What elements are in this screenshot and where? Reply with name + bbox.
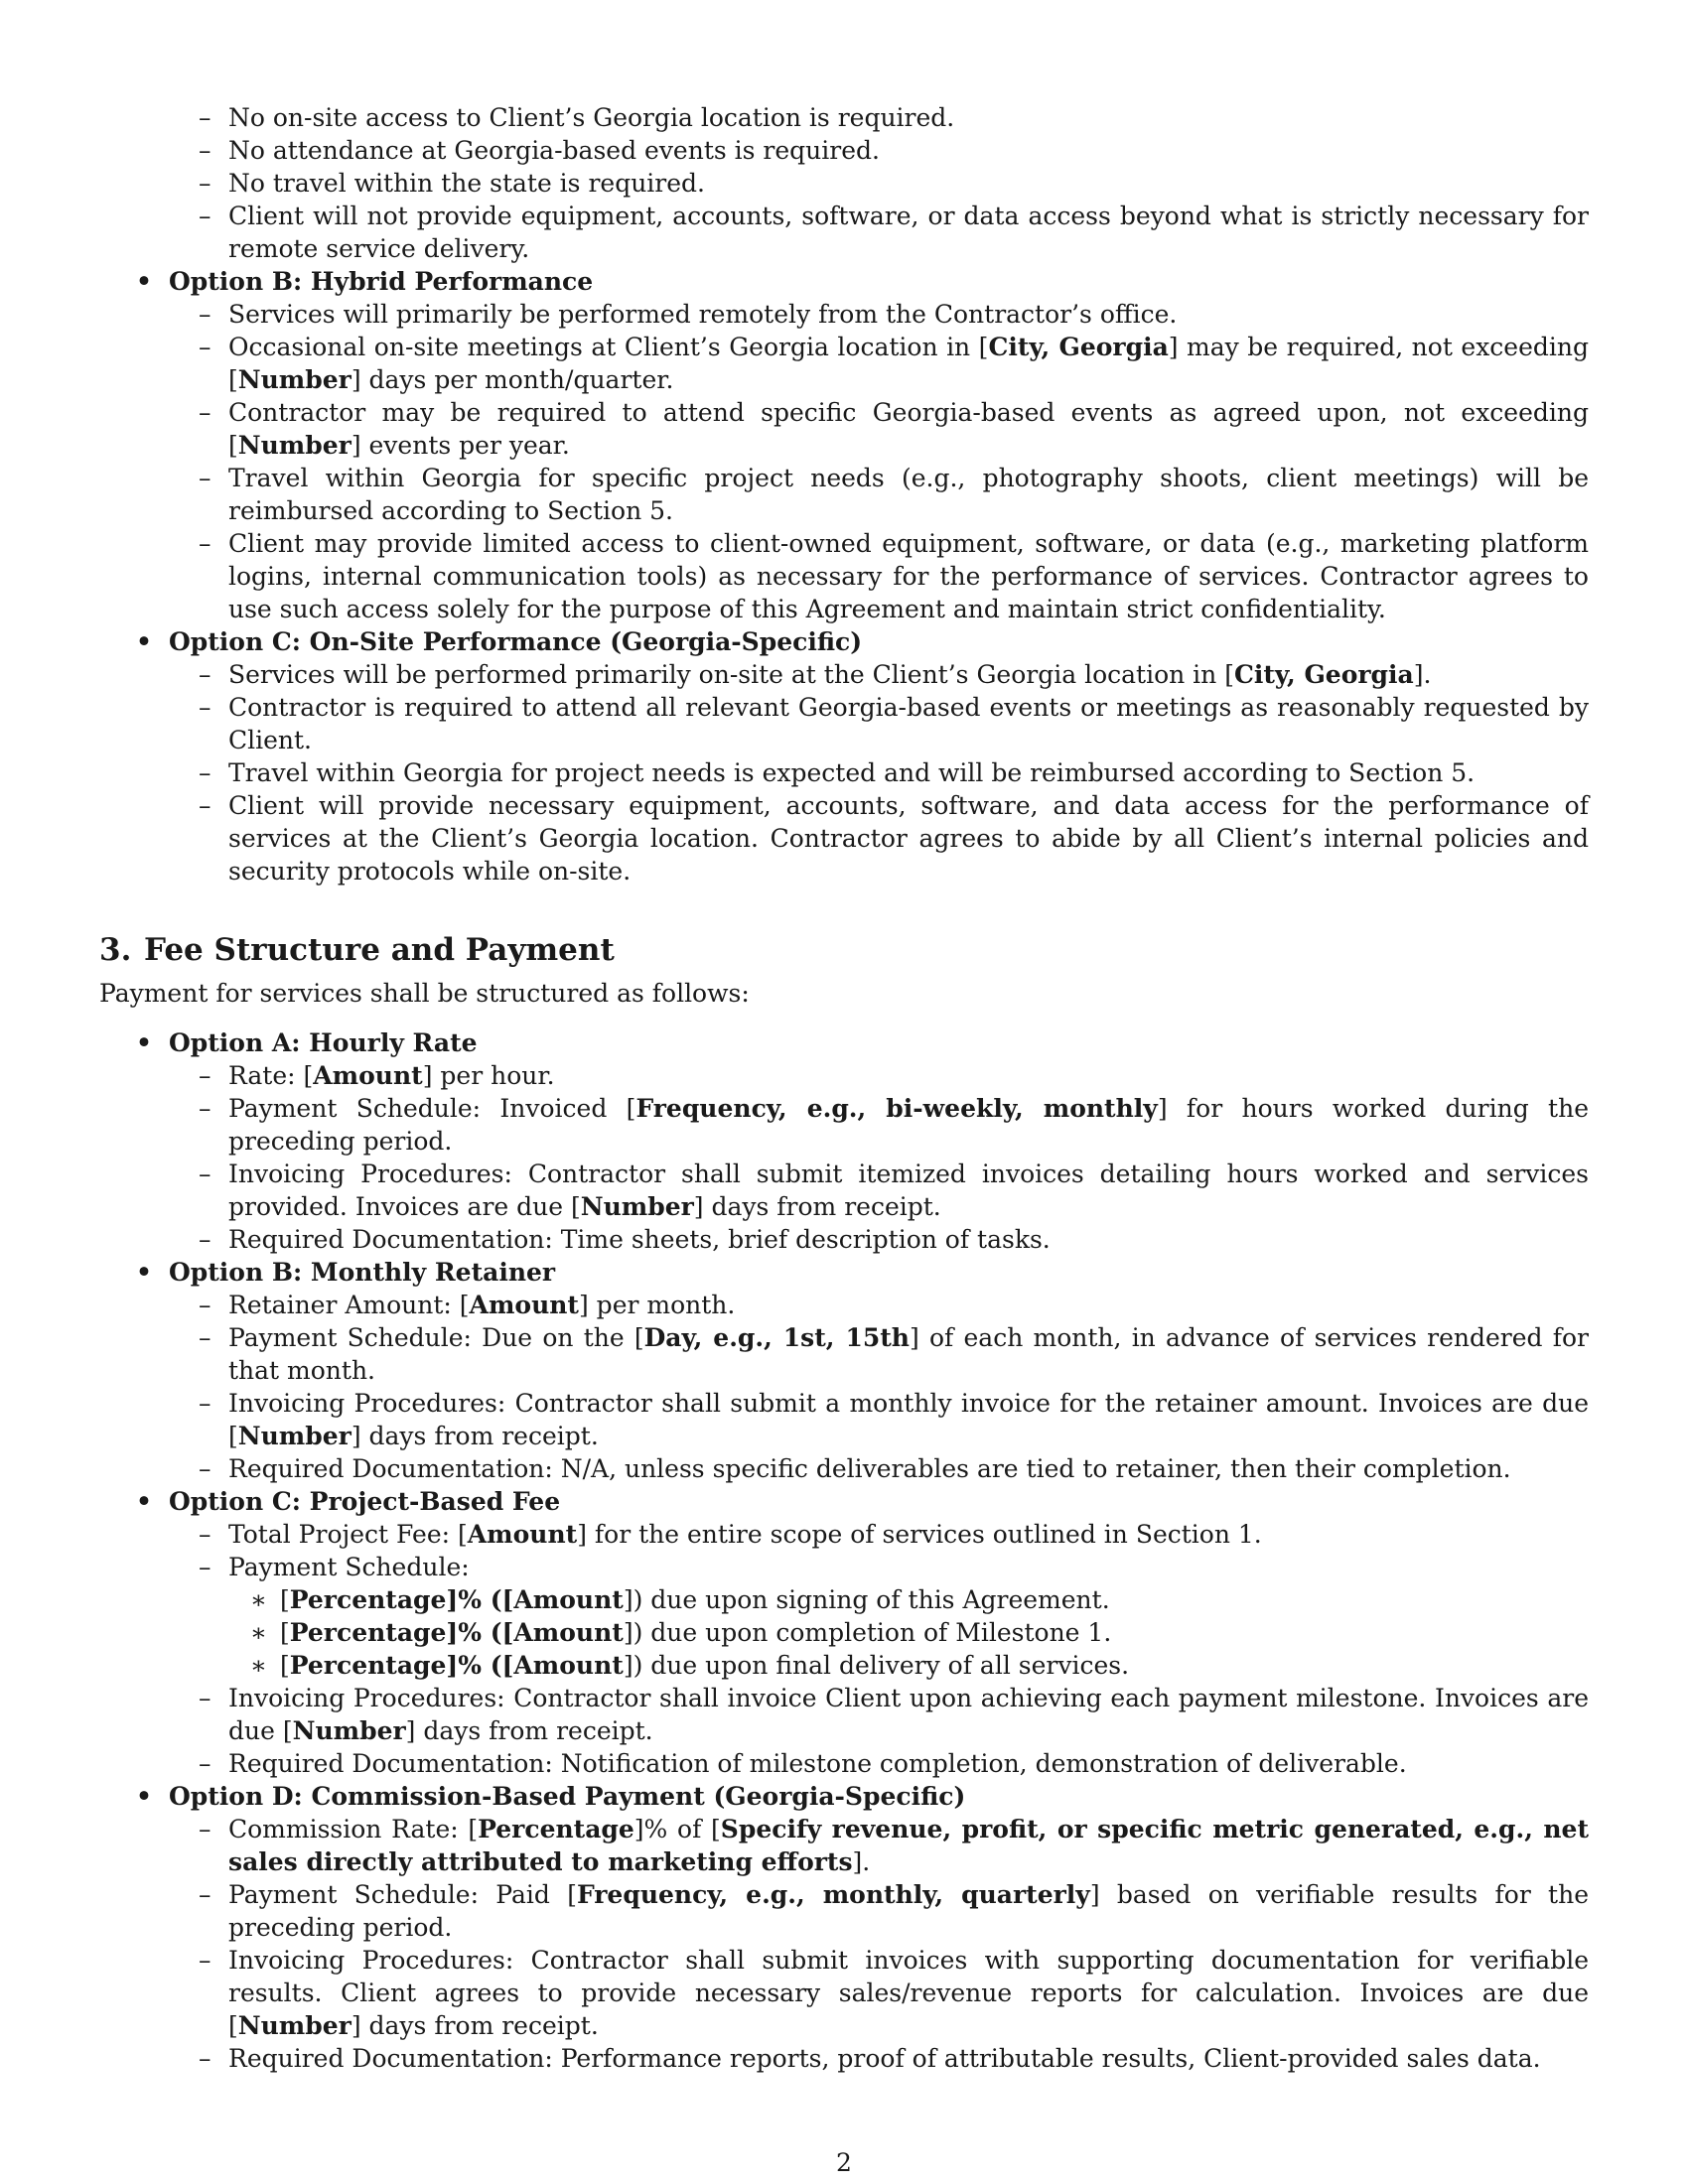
text-run: ] based on verifiable results for the preceding period. (228, 1880, 1589, 1942)
placeholder-field: Day, e.g., 1st, 15th (643, 1323, 910, 1352)
list-item (99, 298, 1589, 331)
dash-marker: – (199, 169, 211, 198)
item-text: Client may provide limited access to client-owned equipment, software, or data (e.g., marketing platform logins, internal communication tools) as necessary for the performance of services. Contractor agrees to use such access solely for the purpose of this Agreement and maintain strict confidentiality. (228, 529, 1589, 623)
dash-marker: – (199, 333, 211, 361)
dash-marker: – (199, 1815, 211, 1843)
list-item (99, 1878, 1589, 1944)
option-title: Option D: Commission-Based Payment (Georgia-Specific) (169, 1782, 966, 1811)
item-text: Payment Schedule: (228, 1553, 470, 1581)
text-run: ] may be required, not exceeding [ (228, 333, 1589, 394)
star-marker: ∗ (250, 1585, 267, 1614)
item-text (228, 1389, 1589, 1450)
page-content (99, 101, 1589, 2075)
milestone-item (99, 1583, 1589, 1616)
list-item (99, 101, 1589, 134)
placeholder-field: Amount (467, 1520, 578, 1549)
text-run: Commission Rate: [ (228, 1815, 479, 1843)
placeholder-field: Number (292, 1716, 406, 1745)
item-text: No attendance at Georgia-based events is required. (228, 136, 880, 165)
item-text (228, 1684, 1589, 1745)
text-run: [ (280, 1651, 290, 1680)
dash-marker: – (199, 1061, 211, 1090)
item-text: Required Documentation: Performance reports, proof of attributable results, Client-provided sales data. (228, 2044, 1541, 2073)
text-run: ] per hour. (422, 1061, 555, 1090)
list-item (99, 1158, 1589, 1223)
item-text: Services will primarily be performed remotely from the Contractor’s office. (228, 300, 1178, 329)
text-run: Payment Schedule: Paid [ (228, 1880, 577, 1909)
list-item (99, 134, 1589, 167)
text-run: ] days from receipt. (351, 2011, 599, 2040)
list-item (99, 200, 1589, 265)
item-text (228, 1946, 1589, 2040)
option-title: Option C: Project-Based Fee (169, 1487, 561, 1516)
text-run: ] days per month/quarter. (351, 365, 674, 394)
text-run: Total Project Fee: [ (228, 1520, 468, 1549)
item-text: Travel within Georgia for specific project needs (e.g., photography shoots, client meetings) will be reimbursed according to Section 5. (228, 464, 1589, 525)
dash-marker: – (199, 2044, 211, 2073)
list-item (99, 1289, 1589, 1321)
dash-marker: – (199, 464, 211, 492)
text-run: ]% ([ (446, 1651, 514, 1680)
text-run: ] per month. (578, 1291, 736, 1319)
item-text (228, 1520, 1262, 1549)
bullet-marker: • (136, 627, 152, 656)
dash-marker: – (199, 1553, 211, 1581)
dash-marker: – (199, 529, 211, 558)
text-run: ] days from receipt. (693, 1192, 941, 1221)
item-text: No travel within the state is required. (228, 169, 705, 198)
item-text (228, 1880, 1589, 1942)
item-text: No on-site access to Client’s Georgia location is required. (228, 103, 955, 132)
text-run: ] for the entire scope of services outlined in Section 1. (577, 1520, 1262, 1549)
placeholder-field: Percentage (289, 1651, 447, 1680)
dash-marker: – (199, 1880, 211, 1909)
text-run: Invoicing Procedures: Contractor shall submit a monthly invoice for the retainer amount. Invoices are due [ (228, 1389, 1589, 1450)
list-item (99, 527, 1589, 625)
placeholder-field: Number (237, 365, 352, 394)
list-item (99, 658, 1589, 691)
placeholder-field: Percentage (289, 1618, 447, 1647)
dash-marker: – (199, 791, 211, 820)
placeholder-field: Percentage (289, 1585, 447, 1614)
list-item (99, 1452, 1589, 1485)
placeholder-field: Frequency, e.g., monthly, quarterly (576, 1880, 1090, 1909)
text-run: ]) due upon final delivery of all services. (623, 1651, 1130, 1680)
list-item (99, 1321, 1589, 1387)
milestone-item (99, 1649, 1589, 1682)
dash-marker: – (199, 1520, 211, 1549)
item-text (228, 398, 1589, 460)
text-run: Contractor may be required to attend specific Georgia-based events as agreed upon, not exceeding [ (228, 398, 1589, 460)
option-heading (99, 1485, 1589, 1518)
placeholder-field: Number (237, 431, 352, 460)
option-title: Option A: Hourly Rate (169, 1028, 478, 1057)
list-item (99, 691, 1589, 756)
option-title: Option B: Hybrid Performance (169, 267, 594, 296)
option-heading (99, 1256, 1589, 1289)
item-text (228, 1291, 735, 1319)
star-marker: ∗ (250, 1651, 267, 1680)
list-item (99, 462, 1589, 527)
text-run: ]% ([ (446, 1618, 514, 1647)
star-marker: ∗ (250, 1618, 267, 1647)
dash-marker: – (199, 398, 211, 427)
milestone-item (99, 1616, 1589, 1649)
page-number: 2 (836, 2148, 852, 2177)
item-text: Required Documentation: Notification of milestone completion, demonstration of deliverable. (228, 1749, 1407, 1778)
option-heading (99, 265, 1589, 298)
item-text: Client will not provide equipment, accounts, software, or data access beyond what is strictly necessary for remote service delivery. (228, 202, 1589, 263)
text-run: Payment Schedule: Invoiced [ (228, 1094, 636, 1123)
text-run: ]) due upon completion of Milestone 1. (623, 1618, 1112, 1647)
list-item (99, 167, 1589, 200)
option-heading (99, 625, 1589, 658)
bullet-marker: • (136, 1258, 152, 1287)
bullet-marker: • (136, 1028, 152, 1057)
placeholder-field: Amount (513, 1585, 624, 1614)
list-item (99, 331, 1589, 396)
item-text (228, 1061, 555, 1090)
section-heading (99, 930, 1589, 970)
dash-marker: – (199, 1946, 211, 1975)
bullet-marker: • (136, 1487, 152, 1516)
dash-marker: – (199, 1225, 211, 1254)
text-run: ] for hours worked during the preceding period. (228, 1094, 1589, 1156)
dash-marker: – (199, 103, 211, 132)
list-item (99, 1223, 1589, 1256)
dash-marker: – (199, 1684, 211, 1712)
dash-marker: – (199, 1749, 211, 1778)
item-text (228, 1323, 1589, 1385)
bullet-marker: • (136, 267, 152, 296)
dash-marker: – (199, 136, 211, 165)
placeholder-field: Percentage (478, 1815, 634, 1843)
item-text (228, 333, 1589, 394)
option-heading (99, 1026, 1589, 1059)
placeholder-field: Number (237, 2011, 352, 2040)
option-title: Option C: On-Site Performance (Georgia-Specific) (169, 627, 863, 656)
list-item (99, 396, 1589, 462)
dash-marker: – (199, 693, 211, 722)
option-title: Option B: Monthly Retainer (169, 1258, 556, 1287)
item-text: Client will provide necessary equipment, accounts, software, and data access for the performance of services at the Client’s Georgia location. Contractor agrees to abide by all Client’s internal policies and security protocols while on-site. (228, 791, 1589, 886)
text-run: ] events per year. (351, 431, 570, 460)
item-text (228, 660, 1431, 689)
item-text: Travel within Georgia for project needs is expected and will be reimbursed according to Section 5. (228, 758, 1476, 787)
placeholder-field: Amount (513, 1651, 624, 1680)
text-run: ] days from receipt. (405, 1716, 653, 1745)
list-item (99, 1518, 1589, 1551)
placeholder-field: Number (580, 1192, 694, 1221)
dash-marker: – (199, 1389, 211, 1418)
list-item (99, 2042, 1589, 2075)
bullet-marker: • (136, 1782, 152, 1811)
text-run: [ (280, 1618, 290, 1647)
list-item (99, 789, 1589, 887)
item-text: Required Documentation: Time sheets, brief description of tasks. (228, 1225, 1051, 1254)
text-run: Invoicing Procedures: Contractor shall submit itemized invoices detailing hours worked and services provided. Invoices are due [ (228, 1160, 1589, 1221)
text-run: ]% ([ (446, 1585, 514, 1614)
placeholder-field: Frequency, e.g., bi-weekly, monthly (635, 1094, 1158, 1123)
dash-marker: – (199, 758, 211, 787)
text-run: Occasional on-site meetings at Client’s Georgia location in [ (228, 333, 989, 361)
text-run: ]. (852, 1847, 871, 1876)
text-run: Rate: [ (228, 1061, 314, 1090)
dash-marker: – (199, 1094, 211, 1123)
list-item (99, 1092, 1589, 1158)
placeholder-field: City, Georgia (988, 333, 1169, 361)
item-text (228, 1815, 1589, 1876)
placeholder-field: Amount (313, 1061, 423, 1090)
list-item (99, 1747, 1589, 1780)
dash-marker: – (199, 1454, 211, 1483)
item-text (228, 1094, 1589, 1156)
dash-marker: – (199, 300, 211, 329)
section-title: Fee Structure and Payment (144, 932, 615, 968)
dash-marker: – (199, 1323, 211, 1352)
placeholder-field: Amount (469, 1291, 579, 1319)
list-item (99, 1944, 1589, 2042)
placeholder-field: Specify revenue, profit, or specific metric generated, e.g., net sales directly attributed to marketing efforts (228, 1815, 1589, 1876)
text-run: Services will be performed primarily on-site at the Client’s Georgia location in [ (228, 660, 1234, 689)
text-run: Retainer Amount: [ (228, 1291, 470, 1319)
dash-marker: – (199, 1291, 211, 1319)
text-run: Invoicing Procedures: Contractor shall invoice Client upon achieving each payment milestone. Invoices are due [ (228, 1684, 1589, 1745)
section-number: 3. (99, 932, 132, 968)
list-item (99, 1551, 1589, 1583)
placeholder-field: Amount (513, 1618, 624, 1647)
section-intro: Payment for services shall be structured as follows: (99, 979, 750, 1008)
text-run: ] days from receipt. (351, 1422, 599, 1450)
list-item (99, 1059, 1589, 1092)
list-item (99, 1813, 1589, 1878)
text-run: ] of each month, in advance of services rendered for that month. (228, 1323, 1589, 1385)
text-run: ]) due upon signing of this Agreement. (623, 1585, 1110, 1614)
text-run: [ (280, 1585, 290, 1614)
text-run: ]% of [ (633, 1815, 721, 1843)
text-run: Invoicing Procedures: Contractor shall submit invoices with supporting documentation for verifiable results. Client agrees to provide necessary sales/revenue reports for calculation. Invoices are due [ (228, 1946, 1589, 2040)
item-text: Contractor is required to attend all relevant Georgia-based events or meetings as reasonably requested by Client. (228, 693, 1589, 754)
dash-marker: – (199, 202, 211, 230)
list-item (99, 1682, 1589, 1747)
text-run: ]. (1413, 660, 1432, 689)
text-run: Payment Schedule: Due on the [ (228, 1323, 644, 1352)
dash-marker: – (199, 660, 211, 689)
dash-marker: – (199, 1160, 211, 1188)
list-item (99, 756, 1589, 789)
item-text (228, 1160, 1589, 1221)
item-text: Required Documentation: N/A, unless specific deliverables are tied to retainer, then their completion. (228, 1454, 1511, 1483)
placeholder-field: Number (237, 1422, 352, 1450)
list-item (99, 1387, 1589, 1452)
placeholder-field: City, Georgia (1233, 660, 1414, 689)
option-heading (99, 1780, 1589, 1813)
